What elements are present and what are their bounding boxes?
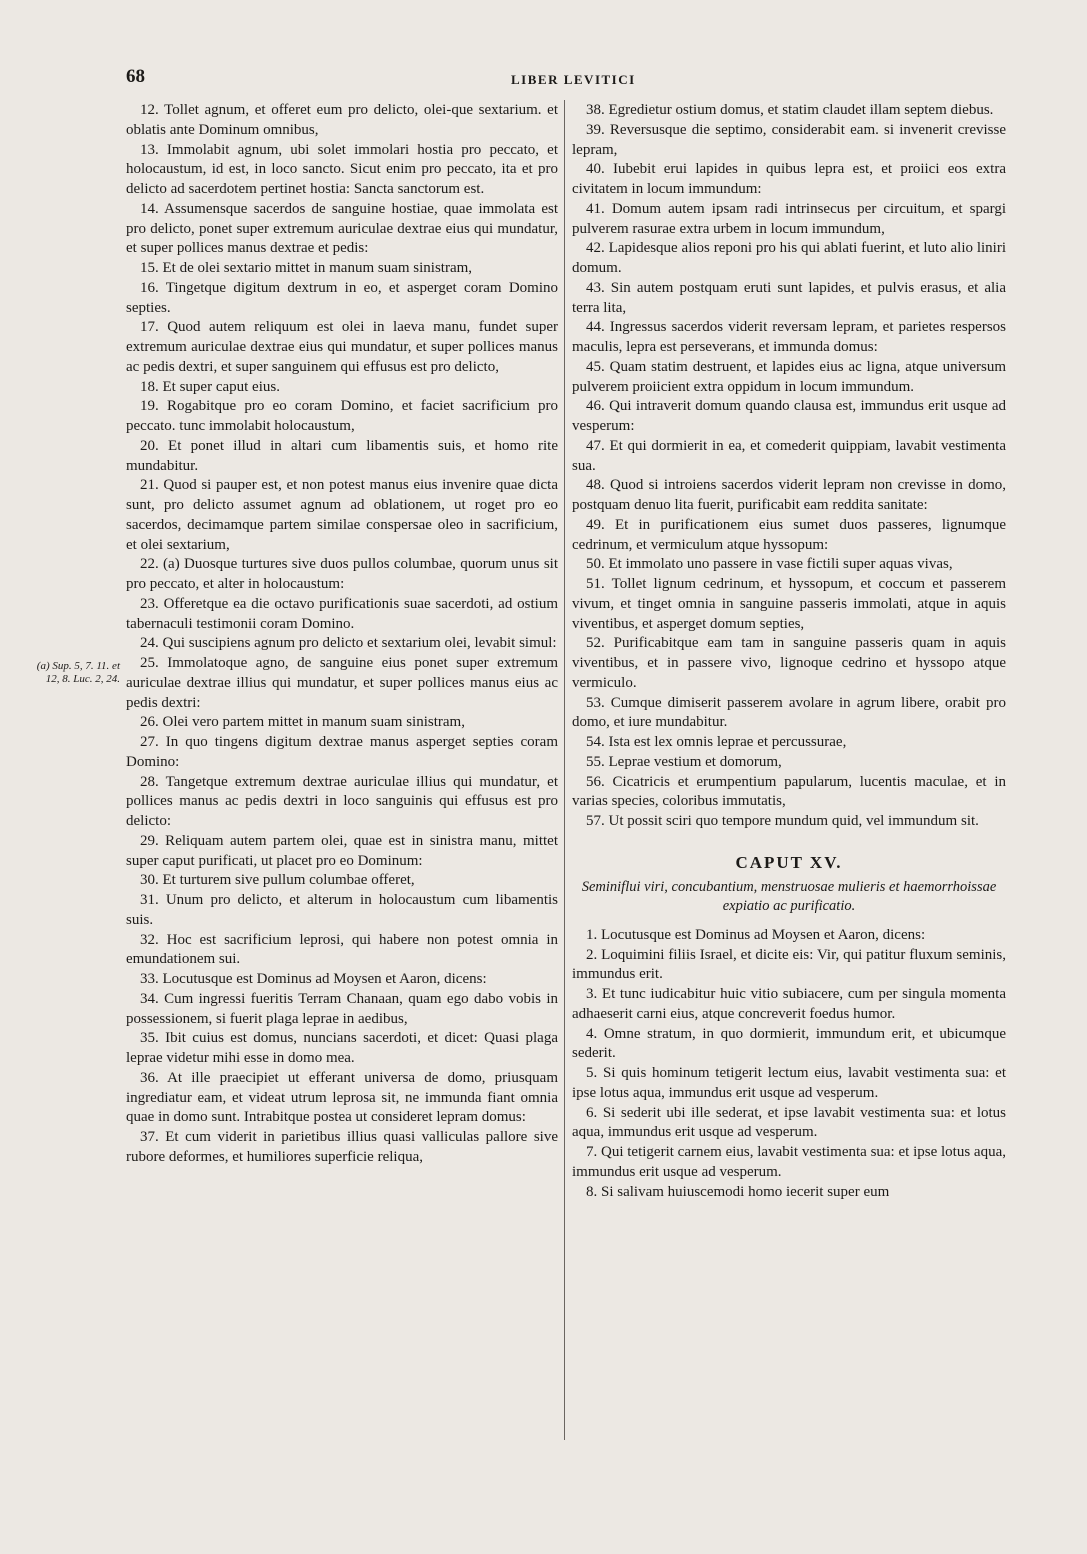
verse: 4. Omne stratum, in quo dormierit, immundum erit, et ubicumque sederit. <box>572 1025 1006 1062</box>
verse: 40. Iubebit erui lapides in quibus lepra est, et proiici eos extra civitatem in locum immundum: <box>572 161 1006 197</box>
running-title: LIBER LEVITICI <box>511 72 636 87</box>
verse: 39. Reversusque die septimo, considerabit eam. si invenerit crevisse lepram, <box>572 121 1006 158</box>
verse: 12. Tollet agnum, et offeret eum pro delicto, olei-que sextarium. et oblatis ante Dominum omnibus, <box>126 102 558 138</box>
verse: 26. Olei vero partem mittet in manum suam sinistram, <box>140 714 465 731</box>
verse: 35. Ibit cuius est domus, nuncians sacerdoti, et dicet: Quasi plaga leprae videtur mihi esse in domo mea. <box>126 1030 558 1066</box>
verse: 8. Si salivam huiuscemodi homo iecerit super eum <box>586 1183 890 1200</box>
verse: 22. (a) Duosque turtures sive duos pullos columbae, quorum unus sit pro peccato, et alter in holocaustum: <box>126 556 558 592</box>
verse: 1. Locutusque est Dominus ad Moysen et Aaron, dicens: <box>586 926 926 943</box>
verse: 33. Locutusque est Dominus ad Moysen et Aaron, dicens: <box>140 971 487 987</box>
verse: 31. Unum pro delicto, et alterum in holocaustum cum libamentis suis. <box>126 892 558 928</box>
verse: 28. Tangetque extremum dextrae auriculae illius qui mundatur, et pollices manus ac pedis dextri in loco sanguinis qui effusus est pro delicto: <box>126 773 558 829</box>
verse: 44. Ingressus sacerdos viderit reversam lepram, et parietes respersos maculis, lepra est perseverans, et immunda domus: <box>572 319 1006 355</box>
verse: 23. Offeretque ea die octavo purificationis suae sacerdoti, ad ostium tabernaculi testimonii coram Domino. <box>126 595 558 632</box>
verse: 21. Quod si pauper est, et non potest manus eius invenire quae dicta sunt, pro delicto assumet agnum ad oblationem, ut roget pro eo sacerdos, decimamque partem similae conspersae oleo in sacrificium, et olei sextarium, <box>126 477 558 553</box>
verse: 55. Leprae vestium et domorum, <box>586 753 782 770</box>
verse: 16. Tingetque digitum dextrum in eo, et asperget coram Domino septies. <box>126 279 558 316</box>
verse: 2. Loquimini filiis Israel, et dicite eis: Vir, qui patitur fluxum seminis, immundus erit. <box>572 946 1006 983</box>
verse: 49. Et in purificationem eius sumet duos passeres, lignumque cedrinum, et vermiculum atque hyssopum: <box>572 516 1006 553</box>
verse: 45. Quam statim destruent, et lapides eius ac ligna, atque universum pulverem proiicient extra oppidum in locum immundum. <box>572 358 1006 395</box>
verse: 20. Et ponet illud in altari cum libamentis suis, et homo rite mundabitur. <box>126 437 558 474</box>
verse: 5. Si quis hominum tetigerit lectum eius, lavabit vestimenta sua: et ipse lotus aqua, immundus erit usque ad vesperum. <box>572 1065 1006 1101</box>
verse: 37. Et cum viderit in parietibus illius quasi valliculas pallore sive rubore deformes, et humiliores superficie reliqua, <box>126 1129 558 1165</box>
verse: 54. Ista est lex omnis leprae et percussurae, <box>586 734 847 750</box>
verse: 38. Egredietur ostium domus, et statim claudet illam septem diebus. <box>586 102 994 118</box>
right-column <box>572 101 1006 1202</box>
verse: 15. Et de olei sextario mittet in manum suam sinistram, <box>140 260 473 276</box>
verse: 50. Et immolato uno passere in vase fictili super aquas vivas, <box>586 556 953 573</box>
verse: 34. Cum ingressi fueritis Terram Chanaan, quam ego dabo vobis in possessionem, si fuerit plaga leprae in aedibus, <box>126 990 558 1027</box>
verse: 19. Rogabitque pro eo coram Domino, et faciet sacrificium pro peccato. tunc immolabit holocaustum, <box>126 398 558 434</box>
verse: 27. In quo tingens digitum dextrae manus asperget septies coram Domino: <box>126 734 558 770</box>
verse: 18. Et super caput eius. <box>140 378 280 395</box>
left-column <box>126 101 558 1168</box>
verse: 43. Sin autem postquam eruti sunt lapides, et pulvis erasus, et alia terra lita, <box>572 279 1006 316</box>
verse: 36. At ille praecipiet ut efferant universa de domo, priusquam ingrediatur eam, et videat utrum leprosa sit, ne immunda fiant omnia quae in domo sunt. Intrabitque postea ut consideret lepram domus: <box>126 1069 558 1126</box>
verse: 13. Immolabit agnum, ubi solet immolari hostia pro peccato, et holocaustum, id est, in loco sancto. Sicut enim pro peccato, ita et pro delicto ad sacerdotem pertinet hostia: Sancta sanctorum est. <box>126 141 558 197</box>
verse: 56. Cicatricis et erumpentium papularum, lucentis maculae, et in varias species, coloribus immutatis, <box>572 773 1006 810</box>
verse: 30. Et turturem sive pullum columbae offeret, <box>140 872 415 889</box>
verse: 47. Et qui dormierit in ea, et comederit quippiam, lavabit vestimenta sua. <box>572 437 1006 474</box>
verse: 52. Purificabitque eam tam in sanguine passeris quam in aquis viventibus, et in passere vivo, lignoque cedrino et hyssopo atque vermiculo. <box>572 635 1006 691</box>
verse: 7. Qui tetigerit carnem eius, lavabit vestimenta sua: et ipse lotus aqua, immundus erit usque ad vesperum. <box>572 1144 1006 1180</box>
verse: 6. Si sederit ubi ille sederat, et ipse lavabit vestimenta sua: et lotus aqua, immundus erit usque ad vesperum. <box>572 1104 1006 1141</box>
verse: 51. Tollet lignum cedrinum, et hyssopum, et coccum et passerem vivum, et tinget omnia in sanguine passeris immolati, atque in aquis viventibus, et asperget domum septies, <box>572 576 1006 632</box>
verse: 42. Lapidesque alios reponi pro his qui ablati fuerint, et luto alio liniri domum. <box>572 240 1006 276</box>
page-header <box>126 66 1006 90</box>
verse: 53. Cumque dimiserit passerem avolare in agrum libere, orabit pro domo, et iure mundabitur. <box>572 694 1006 731</box>
verse: 41. Domum autem ipsam radi intrinsecus per circuitum, et spargi pulverem rasurae extra urbem in locum immundum, <box>572 200 1006 237</box>
verse: 24. Qui suscipiens agnum pro delicto et sextarium olei, levabit simul: <box>140 635 557 652</box>
verse: 48. Quod si introiens sacerdos viderit lepram non crevisse in domo, postquam denuo lita fuerit, purificabit eam reddita sanitate: <box>572 477 1006 513</box>
column-divider <box>564 100 565 1440</box>
page-number: 68 <box>126 66 145 87</box>
verse: 32. Hoc est sacrificium leprosi, qui habere non potest omnia in emundationem sui. <box>126 931 558 968</box>
verse: 17. Quod autem reliquum est olei in laeva manu, fundet super extremum auriculae dextrae eius qui mundatur, et super pollices manus ac pedis dextri, et super sanguinem qui effusus est pro delicto, <box>126 319 558 375</box>
verse: 14. Assumensque sacerdos de sanguine hostiae, quae immolata est pro delicto, ponet super extremum auriculae dextrae eius qui mundatur, et super pollices manus dextrae et pedis: <box>126 200 558 257</box>
verse: 46. Qui intraverit domum quando clausa est, immundus erit usque ad vesperum: <box>572 398 1006 434</box>
margin-note: (a) Sup. 5, 7. 11. et 12, 8. Luc. 2, 24. <box>36 660 120 685</box>
verse: 3. Et tunc iudicabitur huic vitio subiacere, cum per singula momenta adhaeserit carni eius, atque concreverit foedus humor. <box>572 986 1006 1022</box>
chapter-title: CAPUT XV. <box>735 852 843 872</box>
verse: 29. Reliquam autem partem olei, quae est in sinistra manu, mittet super caput purificati, ut placet pro eo Dominum: <box>126 832 558 869</box>
verse: 25. Immolatoque agno, de sanguine eius ponet super extremum auriculae dextrae illius qui mundatur, et super pollices manus eius ac pedis dextri: <box>126 655 558 711</box>
verse: 57. Ut possit sciri quo tempore mundum quid, vel immundum sit. <box>586 813 979 829</box>
chapter-summary: Seminiflui viri, concubantium, menstruosae mulieris et haemorrhoissae expiatio ac purificatio. <box>581 878 997 914</box>
